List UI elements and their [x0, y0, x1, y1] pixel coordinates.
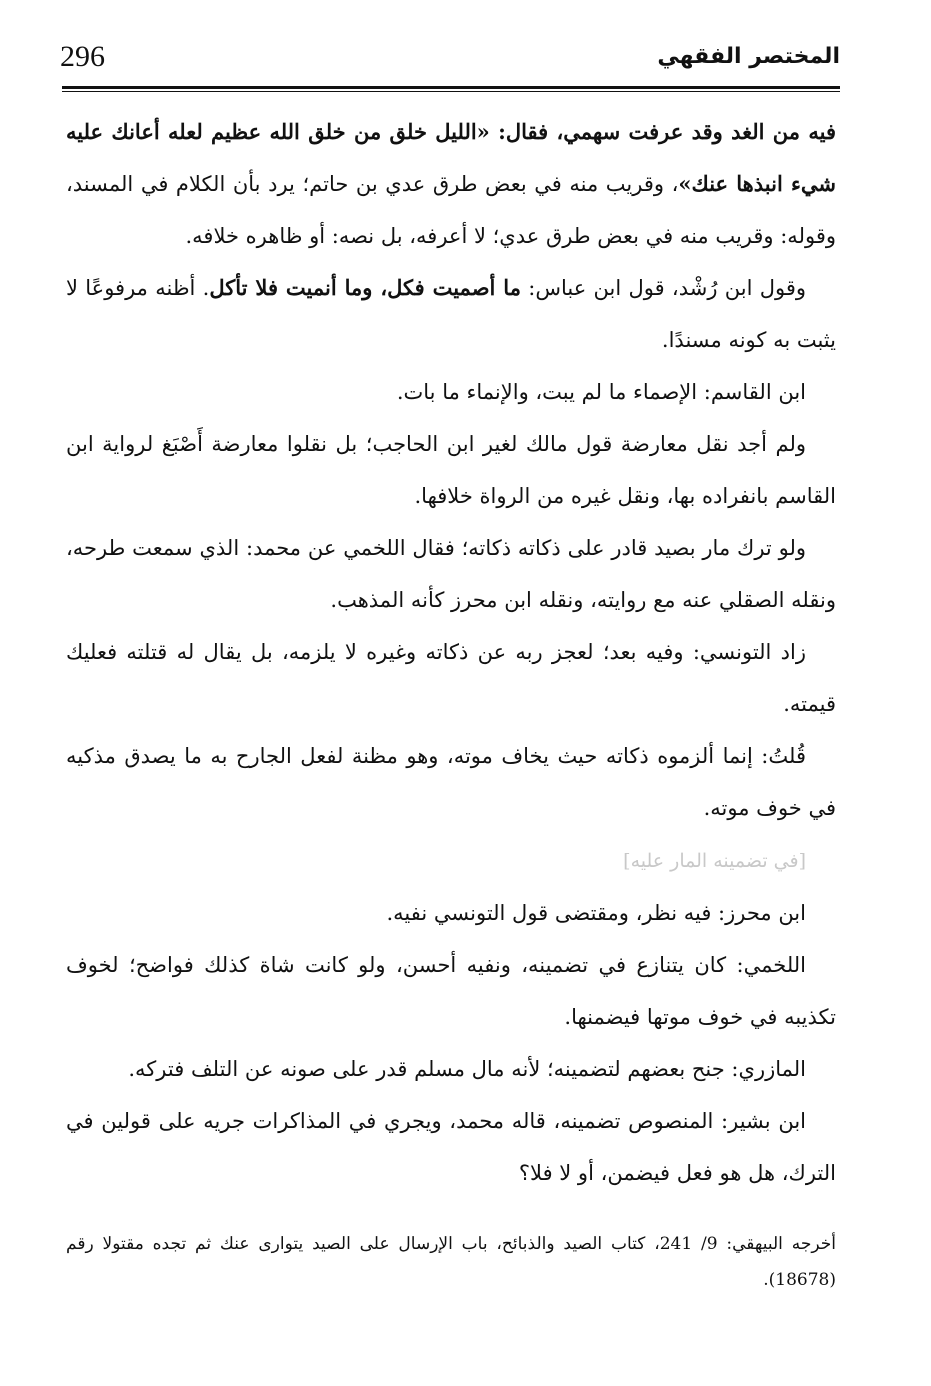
paragraph-text: ولم أجد نقل معارضة قول مالك لغير ابن الحاجب؛ بل نقلوا معارضة أَصْبَغ لرواية ابن القاسم بانفراده بها، ونقل غيره من الرواة خلافها. — [66, 432, 836, 508]
paragraph — [66, 1043, 836, 1095]
body-text — [66, 106, 836, 1199]
header-rule — [62, 86, 840, 89]
paragraph-text: . أظنه مرفوعًا لا يثبت به كونه مسندًا. — [66, 276, 836, 352]
paragraph — [66, 626, 836, 730]
paragraph-text: المازري: جنح بعضهم لتضمينه؛ لأنه مال مسلم قدر على صونه عن التلف فتركه. — [128, 1057, 806, 1081]
paragraph-text: وقول ابن رُشْد، قول ابن عباس: — [520, 276, 807, 300]
paragraph-text: ابن محرز: فيه نظر، ومقتضى قول التونسي نفيه. — [386, 901, 806, 925]
paragraph-text: زاد التونسي: وفيه بعد؛ لعجز ربه عن ذكاته وغيره لا يلزمه، بل يقال له قتلته فعليك قيمته. — [66, 640, 836, 716]
paragraph-text: اللخمي: كان يتنازع في تضمينه، ونفيه أحسن، ولو كانت شاة كذلك فواضح؛ لخوف تكذيبه في خوف موتها فيضمنها. — [66, 953, 836, 1029]
paragraph — [66, 418, 836, 522]
paragraph-text: ، وقريب منه في بعض طرق عدي بن حاتم؛ يرد بأن الكلام في المسند، وقوله: وقريب منه في بعض طرق عدي؛ لا أعرفه، بل نصه: أو ظاهره خلافه. — [66, 172, 836, 248]
footnote — [66, 1226, 836, 1298]
quoted-text: ما أصميت فكل، وما أنميت فلا تأكل — [209, 275, 521, 300]
paragraph — [66, 1095, 836, 1199]
paragraph-text: ابن القاسم: الإصماء ما لم يبت، والإنماء ما بات. — [396, 380, 806, 404]
quoted-text: فيه من الغد وقد عرفت سهمي، فقال: «الليل خلق من خلق الله عظيم لعله أعانك عليه شيء انبذها عنك» — [66, 119, 836, 196]
footnote-text: أخرجه البيهقي: 9/ 241، كتاب الصيد والذبائح، باب الإرسال على الصيد يتوارى عنك ثم تجده مقتولا رقم (18678). — [66, 1234, 836, 1290]
book-title: المختصر الفقهي — [657, 44, 840, 69]
paragraph — [66, 366, 836, 418]
paragraph-text: ولو ترك مار بصيد قادر على ذكاته ذكاته؛ فقال اللخمي عن محمد: الذي سمعت طرحه، ونقله الصقلي عنه مع روايته، ونقله ابن محرز كأنه المذهب. — [66, 536, 836, 612]
paragraph — [66, 730, 836, 834]
paragraph — [66, 887, 836, 939]
page-number: 296 — [60, 40, 105, 73]
page-header — [60, 36, 840, 76]
paragraph — [66, 262, 836, 366]
section-heading — [66, 834, 836, 887]
paragraph — [66, 522, 836, 626]
paragraph-text: ابن بشير: المنصوص تضمينه، قاله محمد، ويجري في المذاكرات جريه على قولين في الترك، هل هو فعل فيضمن، أو لا فلا؟ — [66, 1109, 836, 1185]
paragraph-text: قُلتُ: إنما ألزموه ذكاته حيث يخاف موته، وهو مظنة لفعل الجارح به ما يصدق مذكيه في خوف موته. — [66, 744, 836, 820]
paragraph — [66, 106, 836, 262]
paragraph-text: [في تضمينه المار عليه] — [623, 850, 806, 872]
header-rule-thin — [62, 91, 840, 92]
paragraph — [66, 939, 836, 1043]
